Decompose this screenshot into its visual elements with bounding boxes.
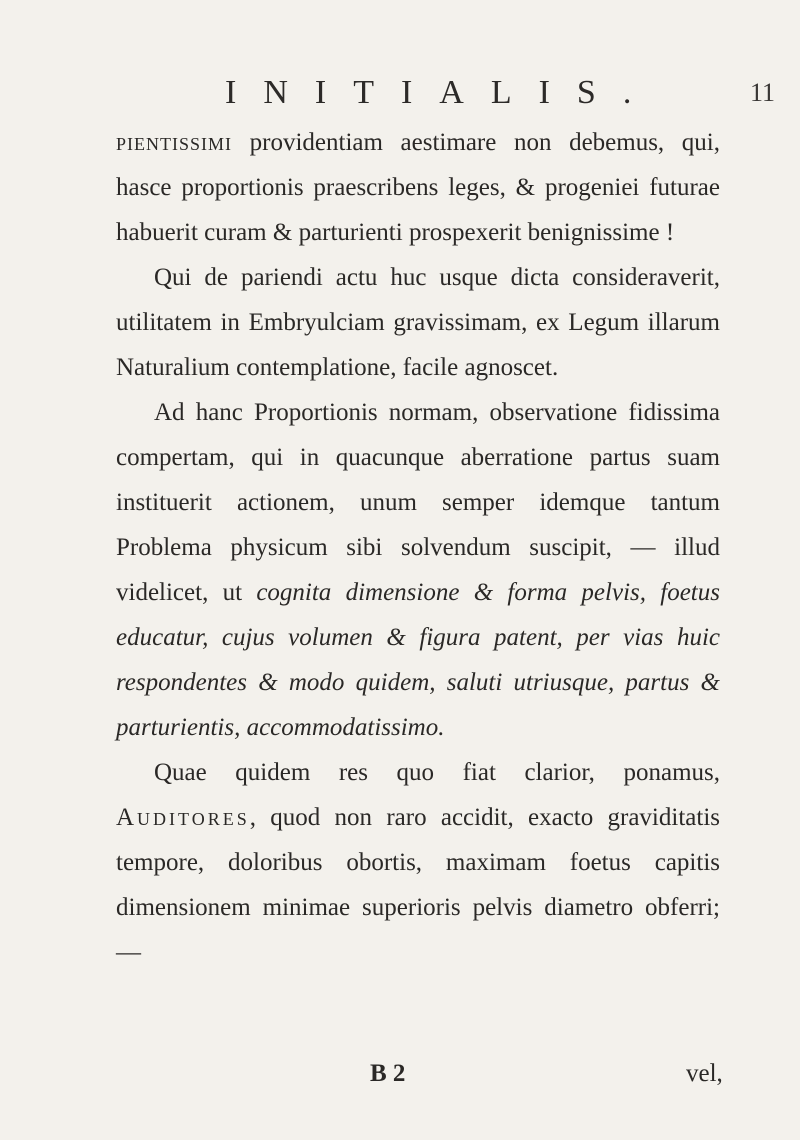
paragraph-1 [116,120,720,255]
paragraph-3-text: Ad hanc Proportionis normam, observatione fidissima compertam, qui in quacunque aberratione partus suam instituerit actionem, unum semper idemque tantum Problema physicum sibi solvendum suscipit, — illud videlicet, ut [116,399,720,606]
running-title: INITIALIS. [225,74,659,111]
paragraph-2 [116,255,720,390]
paragraph-1-text: providentiam aestimare non debemus, qui, hasce proportionis praescribens leges, & progeniei futurae habuerit curam & parturienti prospexerit benignissime ! [116,129,720,246]
signature-mark: B 2 [370,1060,406,1087]
page-number: 11 [750,78,776,107]
catchword: vel, [686,1060,723,1087]
paragraph-3-italic-text: cognita dimensione & forma pelvis, foetus educatur, cujus volumen & figura patent, per vias huic respondentes & modo quidem, saluti utriusque, partus & parturientis, accommodatissimo. [116,579,720,741]
paragraph-4 [116,750,720,975]
paragraph-4-text-a: Quae quidem res quo fiat clarior, ponamus, [154,759,720,786]
paragraph-1-lead-word: pientissimi [116,129,233,156]
paragraph-2-text: Qui de pariendi actu huc usque dicta consideraverit, utilitatem in Embryulciam gravissimam, ex Legum illarum Naturalium contemplatione, facile agnoscet. [116,264,720,381]
page-header [0,74,800,114]
paragraph-3 [116,390,720,750]
paragraph-4-small-caps: Auditores [116,804,250,831]
body-text [116,120,720,975]
page-footer [0,1060,800,1100]
paragraph-4-text-b: , quod non raro accidit, exacto graviditatis tempore, doloribus obortis, maximam foetus capitis dimensionem minimae superioris pelvis diametro obferri; — [116,804,720,966]
